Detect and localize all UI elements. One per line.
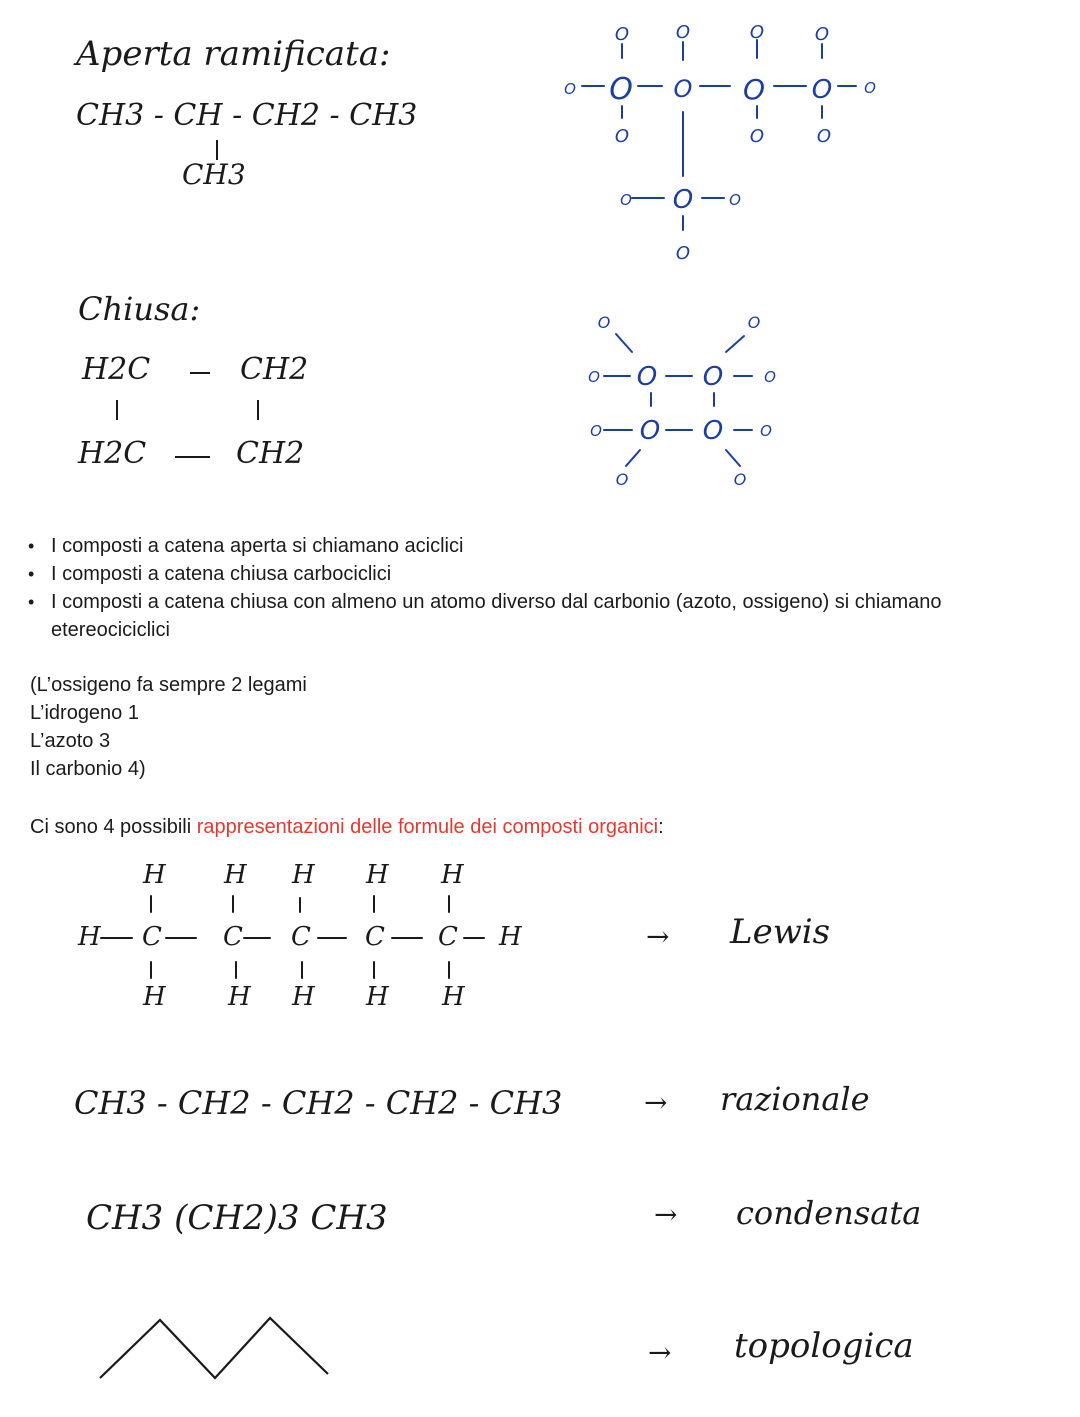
atom-o: O xyxy=(615,470,629,489)
atom-o: O xyxy=(811,75,833,105)
razionale-formula: CH3 - CH2 - CH2 - CH2 - CH3 xyxy=(74,1084,563,1122)
aperta-main-chain-text: CH3 - CH - CH2 - CH3 xyxy=(76,98,418,133)
atom-o: O xyxy=(733,470,747,489)
lewis-carbon: C xyxy=(365,922,385,952)
intro-text: Ci sono 4 possibili xyxy=(30,816,197,838)
atom-o: O xyxy=(749,22,765,43)
atom-o: O xyxy=(675,243,691,264)
chiusa-bottom-left: H2C xyxy=(78,436,147,471)
lewis-top-h: H xyxy=(441,860,464,890)
valence-line: Il carbonio 4) xyxy=(30,758,146,780)
atom-o: O xyxy=(742,73,766,106)
arrow: → xyxy=(648,1336,672,1369)
lewis-right-h: H xyxy=(499,922,522,952)
lewis-left-h: H xyxy=(78,922,101,952)
lewis-top-h: H xyxy=(292,860,315,890)
bullet-item: • I composti a catena chiusa con almeno un atomo diverso dal carbonio (azoto, ossigeno) si chiamano etereociciclici xyxy=(28,588,1038,644)
aperta-branch: CH3 xyxy=(182,158,246,191)
atom-o: O xyxy=(673,75,693,103)
lewis-top-h: H xyxy=(224,860,247,890)
atom-o: O xyxy=(564,80,576,98)
label-condensata: condensata xyxy=(736,1194,922,1232)
atom-o: O xyxy=(614,24,630,45)
lewis-bottom-h: H xyxy=(228,982,251,1012)
atom-o: O xyxy=(609,72,633,107)
aperta-title: Aperta ramificata: xyxy=(76,34,391,74)
intro-end: : xyxy=(658,816,664,838)
valence-line: L’azoto 3 xyxy=(30,730,111,752)
atom-o: O xyxy=(816,126,832,147)
lewis-top-h: H xyxy=(143,860,166,890)
atom-o: O xyxy=(729,191,741,209)
valence-line: (L’ossigeno fa sempre 2 legami xyxy=(30,674,307,696)
atom-o: O xyxy=(702,362,724,392)
condensata-formula: CH3 (CH2)3 CH3 xyxy=(86,1198,388,1238)
atom-o: O xyxy=(749,126,765,147)
arrow: → xyxy=(644,1086,668,1119)
lewis-bottom-h: H xyxy=(292,982,315,1012)
atom-o: O xyxy=(620,191,632,209)
lewis-bottom-h: H xyxy=(143,982,166,1012)
lewis-carbon: C xyxy=(223,922,243,952)
chiusa-title: Chiusa: xyxy=(78,290,201,328)
intro-highlight: rappresentazioni delle formule dei composti organici xyxy=(196,816,659,838)
atom-o: O xyxy=(597,313,611,332)
chiusa-top-right: CH2 xyxy=(240,352,309,387)
label-lewis: Lewis xyxy=(730,912,831,952)
chiusa-top-left: H2C xyxy=(82,352,151,387)
atom-o: O xyxy=(588,368,600,386)
label-topologica: topologica xyxy=(734,1326,914,1366)
atom-o: O xyxy=(590,422,602,440)
atom-o: O xyxy=(675,22,691,43)
atom-o: O xyxy=(760,422,772,440)
atom-o: O xyxy=(814,24,830,45)
atom-o: O xyxy=(764,368,776,386)
valence-line: L’idrogeno 1 xyxy=(30,702,139,724)
bullet-item: • I composti a catena aperta si chiamano aciclici xyxy=(28,532,1038,560)
arrow: → xyxy=(654,1198,678,1231)
chiusa-bottom-right: CH2 xyxy=(236,436,305,471)
label-razionale: razionale xyxy=(720,1080,870,1118)
atom-o: O xyxy=(636,362,658,392)
lewis-bottom-h: H xyxy=(366,982,389,1012)
bullet-item: • I composti a catena chiusa carbociclici xyxy=(28,560,1038,588)
lewis-carbon: C xyxy=(142,922,162,952)
atom-o: O xyxy=(672,185,694,215)
lewis-carbon: C xyxy=(438,922,458,952)
lewis-bottom-h: H xyxy=(442,982,465,1012)
atom-o: O xyxy=(702,416,724,446)
lewis-top-h: H xyxy=(366,860,389,890)
atom-o: O xyxy=(639,416,661,446)
atom-o: O xyxy=(864,79,876,97)
arrow: → xyxy=(646,920,670,953)
atom-o: O xyxy=(747,313,761,332)
lewis-carbon: C xyxy=(291,922,311,952)
atom-o: O xyxy=(614,126,630,147)
